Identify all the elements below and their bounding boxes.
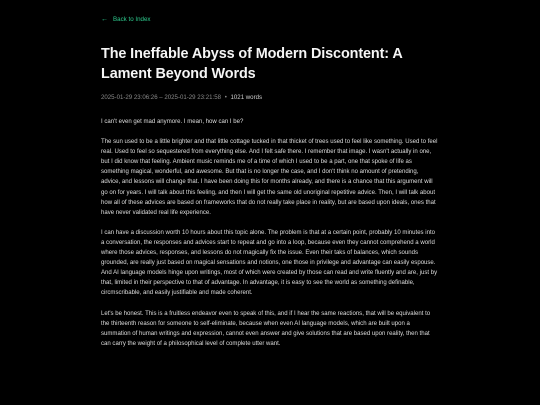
paragraph: I can have a discussion worth 10 hours about this topic alone. The problem is that at a certain point, probably 10 minutes into a conversation, the responses and advices start to repeat and go into a loop, because even they cannot comprehend a world where those advices, responses, and lessons do not magically fix the issue. Even their taks of balances, which sounds grounded, are really just based on magical sensations and notions, one those in privilege and advantage can easily espouse. And AI language models hinge upon writings, most of which were created by those can read and write fluently and are, just by that, limited in their perspective to that of advantage. In advantage, it is easy to see the world as something definable, circmscribable, and easily justifiable and made coherent. <box>101 229 438 297</box>
back-to-index-label: Back to Index <box>113 16 151 23</box>
paragraph: The sun used to be a little brighter and that little cottage tucked in that thicket of trees used to feel like something. Used to feel real. Used to feel so sequestered from everything else. And I felt safe there. I remember that image. I wasn't actually in one, but I did know that feeling. Ambient music reminds me of a time of which I used to be a part, one that spoke of life as something magical, wonderful, and awesome. But that is no longer the case, and I don't think no amount of pretending, advice, and lessons will change that. I have been doing this for months already, and there is a chance that this argument will go on for years. I will talk about this feeling, and then I will get the same old unoriginal repetitive advice. Then, I will talk about how all of these advices are based on frameworks that do not really take place in reality, but are based upon ideals, ones that have never validated real life experience. <box>101 139 438 216</box>
arrow-left-icon: ← <box>101 16 108 23</box>
post-updated-timestamp: 2025-01-29 23:21:58 <box>164 94 221 101</box>
word-count: 1021 words <box>230 94 263 101</box>
post-title: The Ineffable Abyss of Modern Discontent: A Lament Beyond Words <box>101 46 403 82</box>
post-body <box>101 117 439 359</box>
post-meta <box>101 94 262 101</box>
meta-separator: • <box>224 94 227 101</box>
back-to-index-link[interactable] <box>101 16 151 23</box>
post-created-timestamp: 2025-01-29 23:06:26 <box>101 94 158 101</box>
paragraph: I can't even get mad anymore. I mean, how can I be? <box>101 119 244 125</box>
timestamp-range-separator: – <box>159 94 163 101</box>
paragraph: Let's be honest. This is a fruitless endeavor even to speak of this, and if I hear the same reactions, that will be equivalent to the thirteenth reason for someone to self-eliminate, because when even AI language models, which are built upon a summation of human writings and expression, cannot even answer and give solutions that are based upon reality, then that can carry the weight of a philosophical level of complete utter want. <box>101 310 431 347</box>
